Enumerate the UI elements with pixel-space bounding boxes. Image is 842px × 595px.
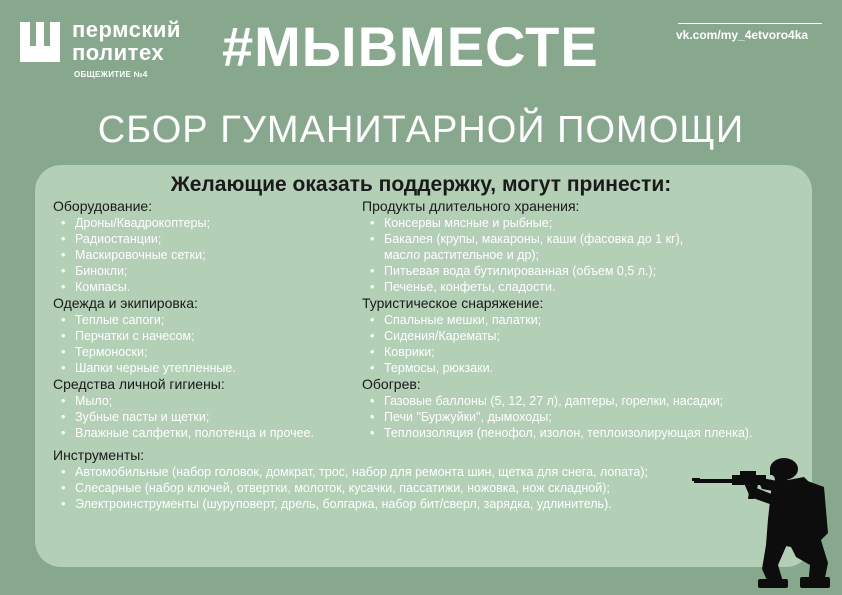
list-item: • Печи "Буржуйки", дымоходы; [362, 409, 812, 425]
list-item: • Слесарные (набор ключей, отвертки, молоток, кусачки, пассатижи, ножовка, нож складной); [53, 480, 713, 496]
list-item: • Электроинструменты (шуруповерт, дрель, болгарка, набор бит/сверл, зарядка, удлинитель). [53, 496, 713, 512]
list-item: • Сидения/Карематы; [362, 328, 812, 344]
list-item: • Термоноски; [53, 344, 353, 360]
list-item: • Шапки черные утепленные. [53, 360, 353, 376]
page-headline: СБОР ГУМАНИТАРНОЙ ПОМОЩИ [97, 109, 745, 151]
list-item: • Термосы, рюкзаки. [362, 360, 812, 376]
right-column [362, 198, 812, 441]
logo-subtitle: ОБЩЕЖИТИЕ №4 [74, 70, 148, 79]
list-item: • Теплые сапоги; [53, 312, 353, 328]
list-item: • Перчатки с начесом; [53, 328, 353, 344]
section-heating [362, 376, 812, 441]
pstu-logo-icon [20, 22, 60, 62]
panel-title: Желающие оказать поддержку, могут принести: [170, 173, 672, 196]
list-item: • Мыло; [53, 393, 353, 409]
list-item: • Маскировочные сетки; [53, 247, 353, 263]
list-item: • Газовые баллоны (5, 12, 27 л), даптеры, горелки, насадки; [362, 393, 812, 409]
vk-link[interactable]: vk.com/my_4etvoro4ka [676, 28, 809, 42]
vk-divider [678, 23, 822, 24]
list-item: • Спальные мешки, палатки; [362, 312, 812, 328]
section-tools [53, 447, 713, 512]
logo-text [72, 18, 181, 64]
section-title: Обогрев: [362, 376, 421, 392]
soldier-silhouette-icon [692, 453, 832, 589]
list-item: • Влажные салфетки, полотенца и прочее. [53, 425, 353, 441]
list-item: • Автомобильные (набор головок, домкрат, трос, набор для ремонта шин, щетка для снега, лопата); [53, 464, 673, 480]
list-item: • Бакалея (крупы, макароны, каши (фасовка до 1 кг), масло растительное и др); [362, 231, 707, 263]
section-title: Инструменты: [53, 447, 145, 463]
section-hygiene [53, 376, 353, 441]
list-item: • Бинокли; [53, 263, 353, 279]
list-item: • Компасы. [53, 279, 353, 295]
logo-line1: пермский [72, 17, 181, 42]
section-title: Одежда и экипировка: [53, 295, 198, 311]
list-item: • Печенье, конфеты, сладости. [362, 279, 812, 295]
list-item: • Теплоизоляция (пенофол, изолон, теплоизолирующая пленка). [362, 425, 812, 441]
left-column [53, 198, 353, 441]
section-title: Средства личной гигиены: [53, 376, 225, 392]
section-title: Оборудование: [53, 198, 153, 214]
section-title: Продукты длительного хранения: [362, 198, 580, 214]
hashtag-title: #МЫВМЕСТЕ [222, 15, 599, 78]
section-clothing [53, 295, 353, 376]
section-equipment [53, 198, 353, 295]
logo-line2: политех [72, 40, 165, 65]
list-item: • Радиостанции; [53, 231, 353, 247]
section-tourist [362, 295, 812, 376]
section-title: Туристическое снаряжение: [362, 295, 544, 311]
list-item: • Консервы мясные и рыбные; [362, 215, 812, 231]
list-item: • Коврики; [362, 344, 812, 360]
list-item: • Питьевая вода бутилированная (объем 0,5 л.); [362, 263, 812, 279]
list-item: • Дроны/Квадрокоптеры; [53, 215, 353, 231]
section-food [362, 198, 812, 295]
list-item: • Зубные пасты и щетки; [53, 409, 353, 425]
